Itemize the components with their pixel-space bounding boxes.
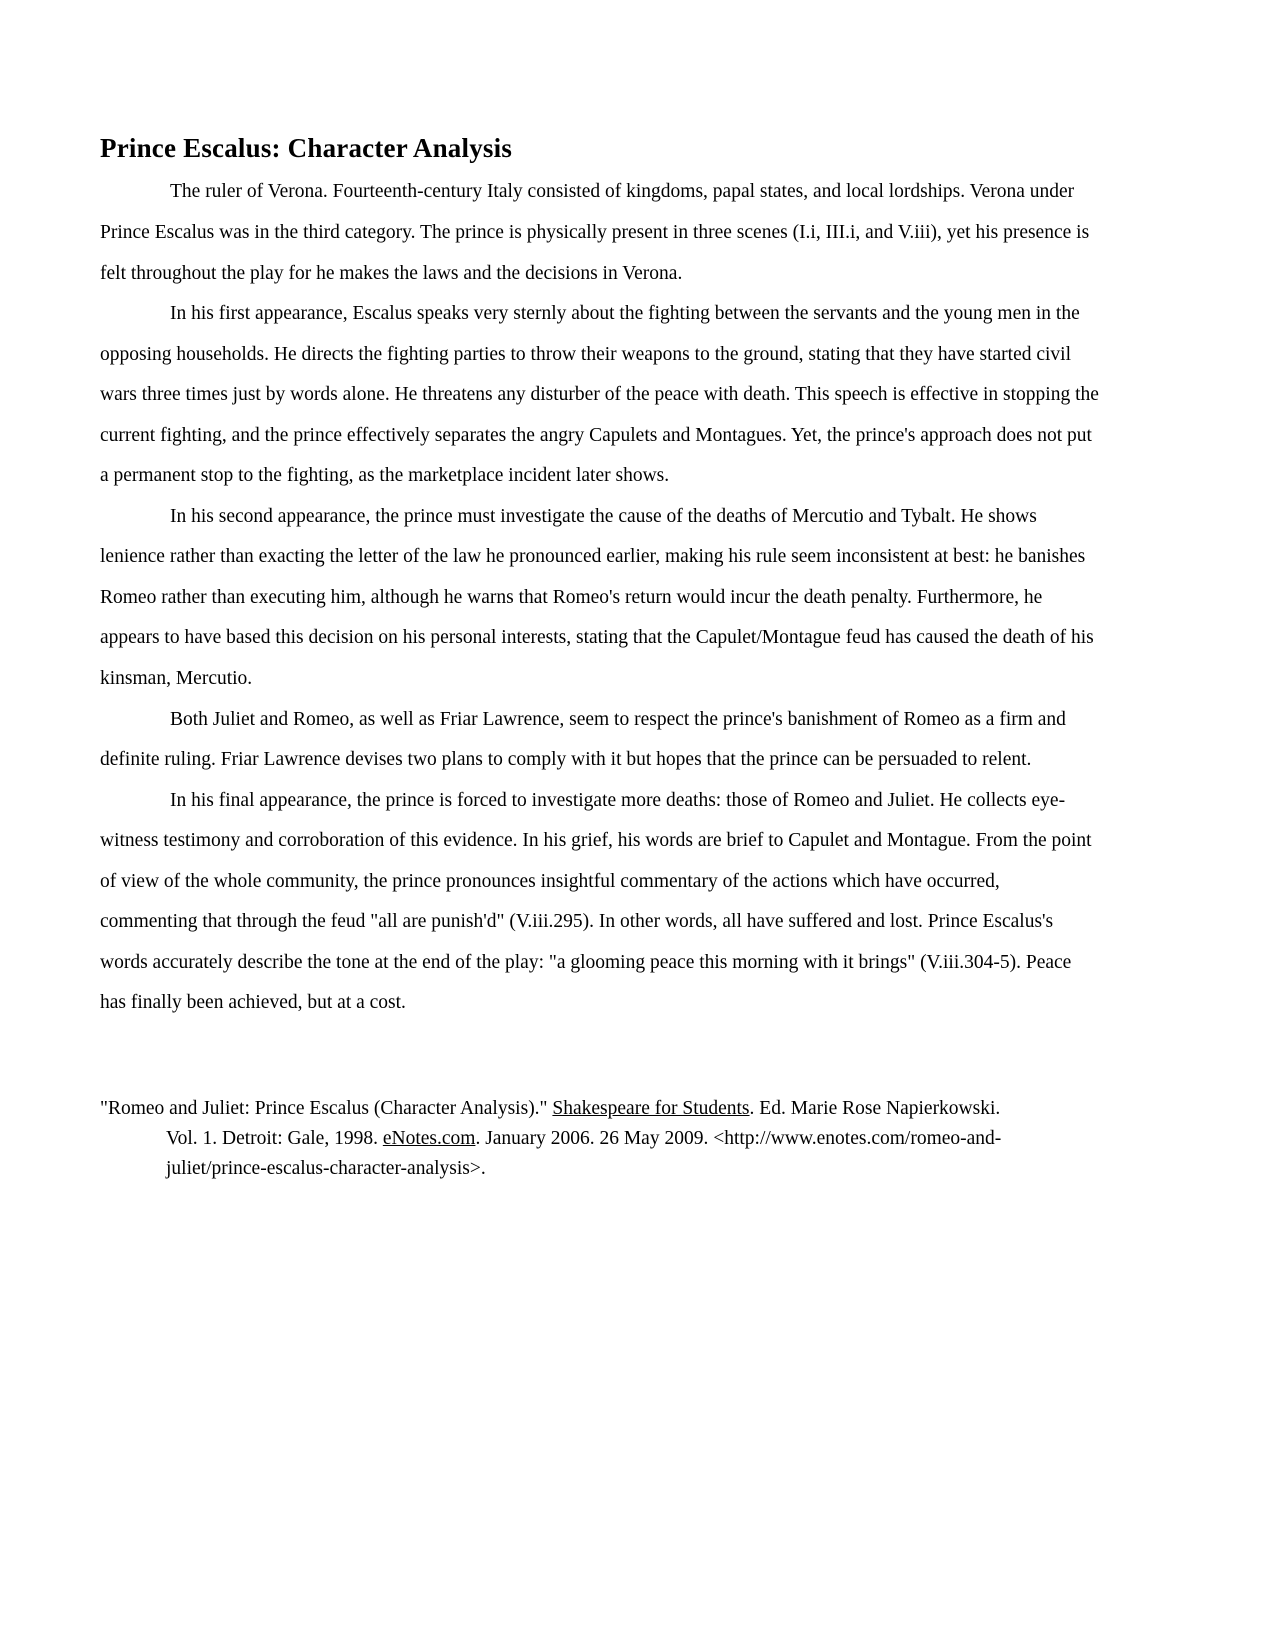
page-title: Prince Escalus: Character Analysis [100, 133, 513, 163]
citation-article-title: "Romeo and Juliet: Prince Escalus (Character Analysis)." [100, 1097, 548, 1119]
citation-line-1 [100, 1094, 1100, 1124]
citation-website: eNotes.com [382, 1128, 476, 1150]
citation-line-2 [100, 1124, 1100, 1154]
document-page [100, 130, 1100, 1185]
body-text [100, 172, 1100, 1023]
citation-dates: . January 2006. 26 May 2009. <http://www.enotes.com/romeo-and- [475, 1128, 1002, 1150]
citation-source-title: Shakespeare for Students [552, 1097, 750, 1119]
citation-line-3: juliet/prince-escalus-character-analysis>. [166, 1158, 486, 1180]
paragraph-2: In his first appearance, Escalus speaks very sternly about the fighting between the servants and the young men in the opposing households. He directs the fighting parties to throw their weapons to the ground, stating that they have started civil wars three times just by words alone. He threatens any disturber of the peace with death. This speech is effective in stopping the current fighting, and the prince effectively separates the angry Capulets and Montagues. Yet, the prince's approach does not put a permanent stop to the fighting, as the marketplace incident later shows. [100, 303, 1099, 487]
citation-editor: . Ed. Marie Rose Napierkowski. [749, 1097, 1001, 1119]
paragraph-1: The ruler of Verona. Fourteenth-century Italy consisted of kingdoms, papal states, and local lordships. Verona under Prince Escalus was in the third category. The prince is physically present in three scenes (I.i, III.i, and V.iii), yet his presence is felt throughout the play for he makes the laws and the decisions in Verona. [100, 181, 1090, 284]
paragraph-4: Both Juliet and Romeo, as well as Friar Lawrence, seem to respect the prince's banishment of Romeo as a firm and definite ruling. Friar Lawrence devises two plans to comply with it but hopes that the prince can be persuaded to relent. [100, 708, 1066, 771]
citation-volume-publisher: Vol. 1. Detroit: Gale, 1998. [166, 1128, 378, 1150]
citation-block [100, 1094, 1100, 1185]
paragraph-3: In his second appearance, the prince must investigate the cause of the deaths of Mercutio and Tybalt. He shows lenience rather than exacting the letter of the law he pronounced earlier, making his rule seem inconsistent at best: he banishes Romeo rather than executing him, although he warns that Romeo's return would incur the death penalty. Furthermore, he appears to have based this decision on his personal interests, stating that the Capulet/Montague feud has caused the death of his kinsman, Mercutio. [100, 505, 1094, 689]
paragraph-5: In his final appearance, the prince is forced to investigate more deaths: those of Romeo and Juliet. He collects eye-witness testimony and corroboration of this evidence. In his grief, his words are brief to Capulet and Montague. From the point of view of the whole community, the prince pronounces insightful commentary of the actions which have occurred, commenting that through the feud "all are punish'd" (V.iii.295). In other words, all have suffered and lost. Prince Escalus's words accurately describe the tone at the end of the play: "a glooming peace this morning with it brings" (V.iii.304-5). Peace has finally been achieved, but at a cost. [100, 789, 1092, 1014]
